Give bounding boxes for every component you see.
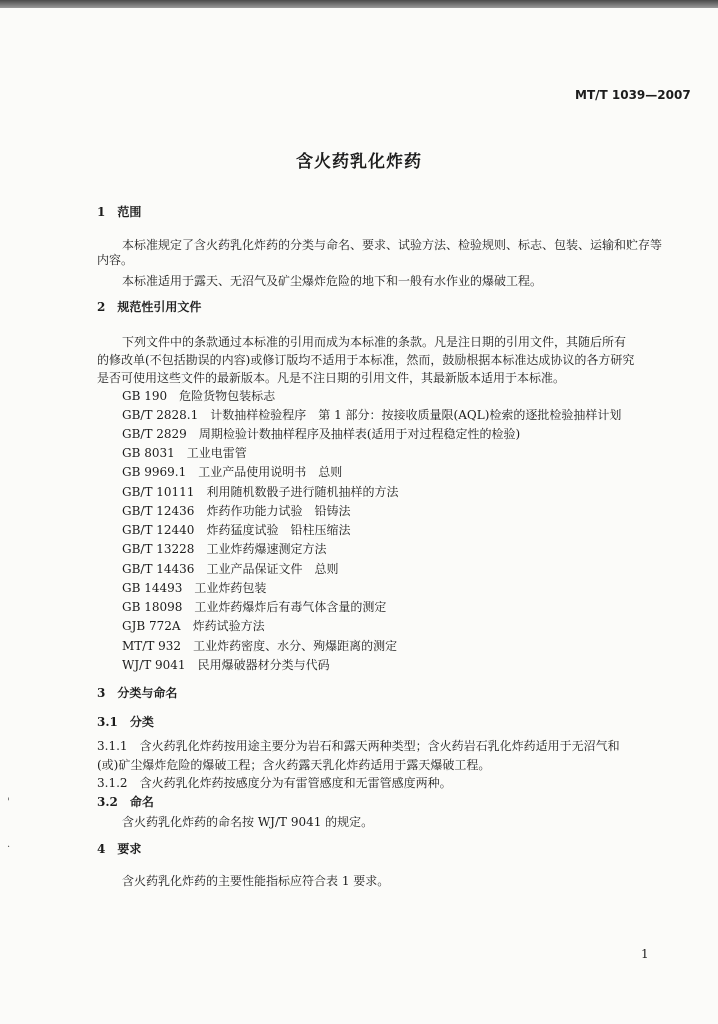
clause-text: 含火药乳化炸药按感度分为有雷管感度和无雷管感度两种。	[139, 776, 452, 790]
reference-title: 工业电雷管	[186, 446, 247, 460]
reference-title: 工业产品保证文件 总则	[206, 562, 339, 576]
reference-code: GB 8031	[122, 446, 175, 460]
reference-code: GB 14493	[122, 581, 183, 595]
reference-title: 工业产品使用说明书 总则	[198, 465, 343, 479]
section-2-intro-line-1: 下列文件中的条款通过本标准的引用而成为本标准的条款。凡是注日期的引用文件，其随后所有	[122, 335, 627, 349]
section-2-intro-line-3: 是否可使用这些文件的最新版本。凡是不注日期的引用文件，其最新版本适用于本标准。	[97, 371, 566, 385]
reference-code: GB/T 2829	[122, 427, 187, 441]
scan-top-edge	[0, 0, 718, 8]
reference-item	[122, 387, 275, 404]
section-1-paragraph-2: 本标准适用于露天、无沼气及矿尘爆炸危险的地下和一般有水作业的爆破工程。	[122, 274, 543, 288]
section-3-1-heading: 3.1 分类	[97, 715, 154, 729]
reference-code: GB/T 12436	[122, 504, 195, 518]
section-3-1-1-line-1	[97, 737, 620, 754]
reference-title: 炸药猛度试验 铅柱压缩法	[206, 523, 351, 537]
reference-item	[122, 637, 397, 654]
reference-item	[122, 502, 350, 519]
reference-item	[122, 463, 342, 480]
reference-code: GB/T 10111	[122, 485, 195, 499]
clause-text: 含火药乳化炸药按用途主要分为岩石和露天两种类型；含火药岩石乳化炸药适用于无沼气和	[139, 739, 620, 753]
reference-item	[122, 617, 265, 634]
section-1-heading: 1 范围	[97, 205, 142, 219]
reference-code: MT/T 932	[122, 639, 182, 653]
section-3-1-2	[97, 774, 452, 791]
reference-item	[122, 521, 350, 538]
section-1-paragraph-1-line-1: 本标准规定了含火药乳化炸药的分类与命名、要求、试验方法、检验规则、标志、包装、运输和贮存等	[122, 238, 663, 252]
reference-item	[122, 656, 330, 673]
reference-item	[122, 483, 398, 500]
reference-code: GB/T 2828.1	[122, 408, 199, 422]
reference-item	[122, 406, 621, 423]
reference-title: 工业炸药密度、水分、殉爆距离的测定	[193, 639, 398, 653]
section-4-text: 含火药乳化炸药的主要性能指标应符合表 1 要求。	[122, 874, 390, 888]
reference-title: 利用随机数骰子进行随机抽样的方法	[206, 485, 399, 499]
clause-number: 3.1.1	[97, 739, 128, 753]
reference-item	[122, 560, 338, 577]
reference-title: 炸药作功能力试验 铅铸法	[206, 504, 351, 518]
section-3-2-heading: 3.2 命名	[97, 795, 154, 809]
section-3-heading: 3 分类与命名	[97, 686, 178, 700]
standard-number: MT/T 1039—2007	[575, 88, 691, 102]
section-3-1-1-line-2: (或)矿尘爆炸危险的爆破工程；含火药露天乳化炸药适用于露天爆破工程。	[97, 758, 491, 772]
reference-item	[122, 579, 266, 596]
section-2-intro-line-2: 的修改单(不包括勘误的内容)或修订版均不适用于本标准，然而，鼓励根据本标准达成协议的各方研究	[97, 353, 635, 367]
reference-title: 工业炸药包装	[194, 581, 267, 595]
reference-title: 周期检验计数抽样程序及抽样表(适用于对过程稳定性的检验)	[198, 427, 521, 441]
scan-speck: '	[7, 797, 10, 808]
clause-number: 3.1.2	[97, 776, 128, 790]
reference-item	[122, 425, 520, 442]
reference-code: GB 190	[122, 389, 168, 403]
scan-speck: ·	[7, 842, 11, 853]
reference-code: GB/T 14436	[122, 562, 195, 576]
reference-code: GB 9969.1	[122, 465, 187, 479]
reference-code: GJB 772A	[122, 619, 181, 633]
reference-code: WJ/T 9041	[122, 658, 186, 672]
reference-title: 工业炸药爆炸后有毒气体含量的测定	[194, 600, 387, 614]
reference-title: 计数抽样检验程序 第 1 部分：按接收质量限(AQL)检索的逐批检验抽样计划	[210, 408, 622, 422]
section-2-heading: 2 规范性引用文件	[97, 300, 202, 314]
reference-title: 炸药试验方法	[192, 619, 265, 633]
reference-item	[122, 540, 326, 557]
reference-code: GB/T 12440	[122, 523, 195, 537]
page-number: 1	[641, 947, 649, 961]
document-title: 含火药乳化炸药	[296, 152, 422, 172]
reference-item	[122, 598, 386, 615]
reference-code: GB/T 13228	[122, 542, 195, 556]
reference-item	[122, 444, 247, 461]
reference-title: 危险货物包装标志	[179, 389, 276, 403]
section-1-paragraph-1-line-2: 内容。	[97, 253, 134, 267]
section-3-2-text: 含火药乳化炸药的命名按 WJ/T 9041 的规定。	[122, 815, 374, 829]
section-4-heading: 4 要求	[97, 842, 142, 856]
reference-title: 工业炸药爆速测定方法	[206, 542, 327, 556]
reference-title: 民用爆破器材分类与代码	[197, 658, 330, 672]
reference-code: GB 18098	[122, 600, 183, 614]
